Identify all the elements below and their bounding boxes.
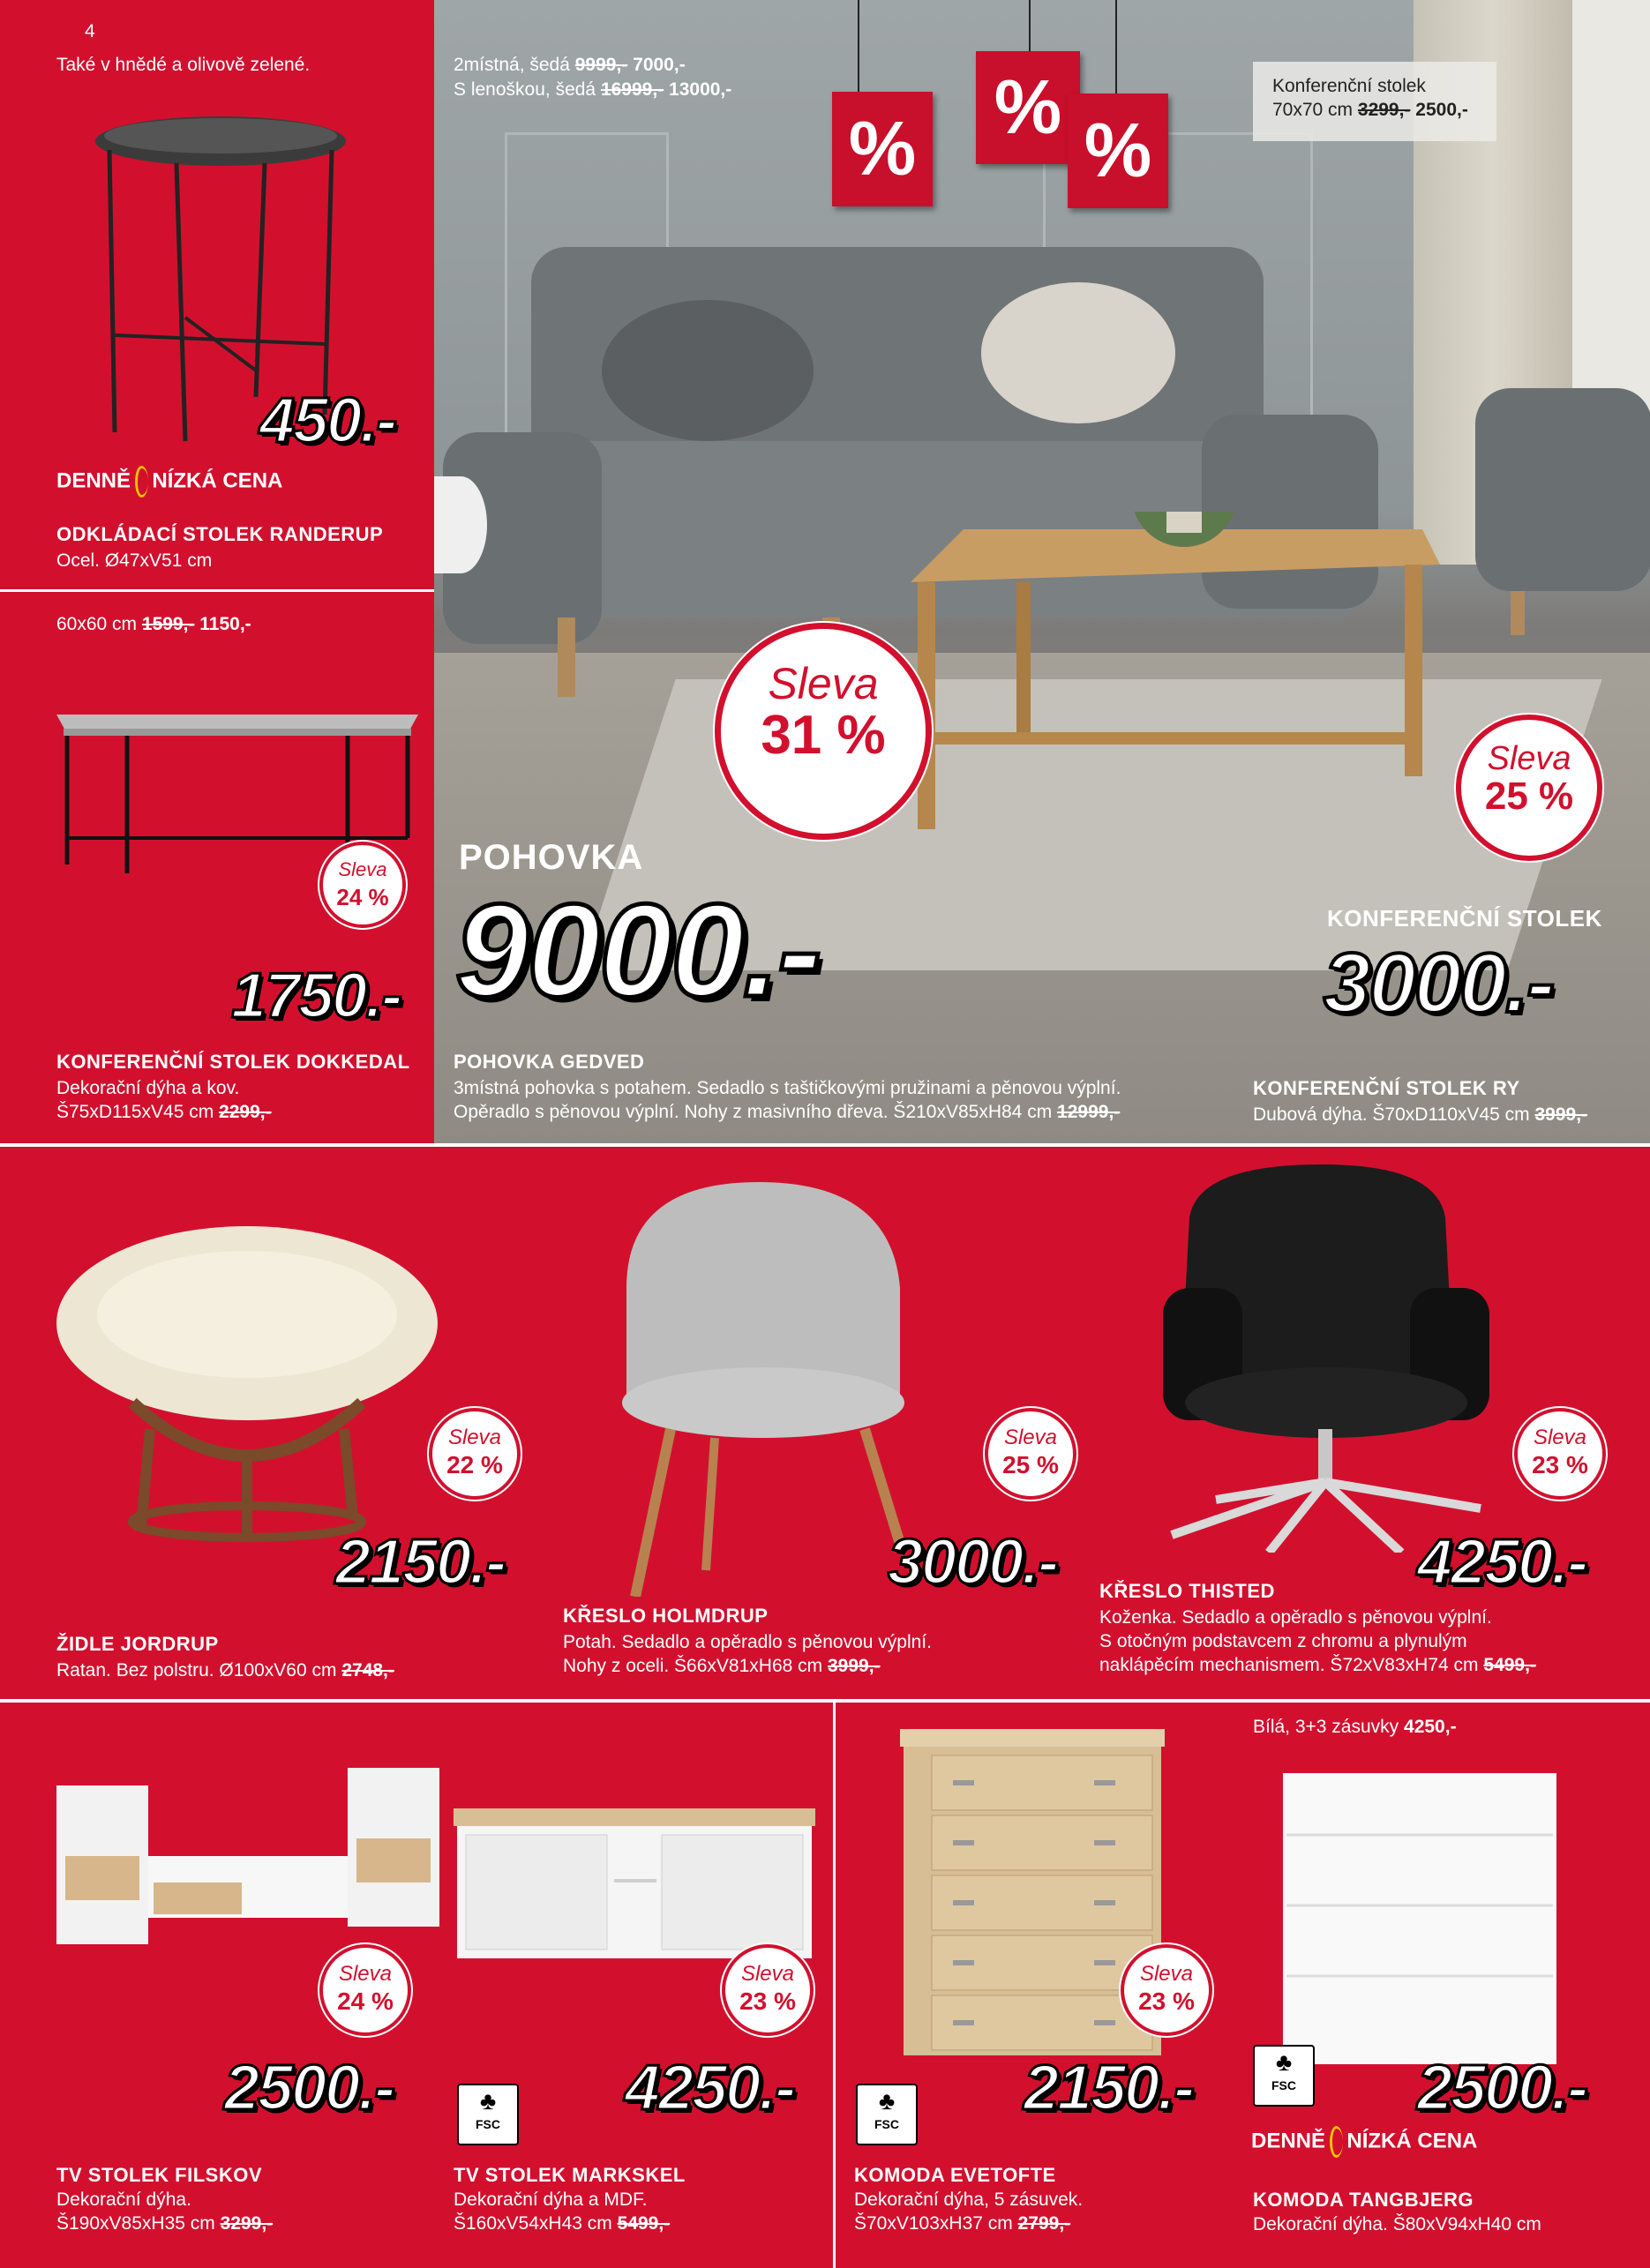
sleva-percent: 25 % [1484,775,1574,818]
tag-string [1029,0,1031,53]
product-desc: Dekorační dýha. Š80xV94xH40 cm [1253,2214,1541,2234]
product-name: KŘESLO THISTED [1099,1580,1275,1602]
product-desc [56,2212,273,2235]
product-dims: Š70xV103xH37 cm [854,2213,1013,2234]
product-dims: Dubová dýha. Š70xD110xV45 cm [1253,1104,1530,1125]
product-name: TV STOLEK FILSKOV [56,2164,263,2186]
badge-text-b: NÍZKÁ CENA [152,468,283,493]
product-desc [454,2212,670,2235]
product-desc [854,2212,1070,2235]
dokkedal-price: 1750.- [231,961,401,1031]
percent-tag-icon: % [832,92,933,206]
sleva-percent: 25 % [1002,1451,1059,1478]
fsc-logo-icon [856,2084,918,2145]
tv-bench-image [56,1768,454,1944]
product-desc: Koženka. Sedadlo a opěradlo s pěnovou výplní. [1099,1607,1492,1628]
badge-swoosh-icon [1330,2126,1343,2158]
white-dresser-image [1283,1773,1556,2064]
sleva-label: Sleva [768,659,879,708]
product-desc [563,1654,881,1678]
percent-tag-icon: % [1068,94,1168,208]
old-price: 2299,- [219,1102,272,1122]
product-desc: Dekorační dýha a kov. [56,1078,240,1098]
fsc-label: FSC [476,2117,500,2131]
variant-label: S lenoškou, šedá [454,79,596,100]
variant-label: Konferenční stolek [1272,76,1426,96]
sleva-label: Sleva [1533,1426,1587,1449]
sleva-percent: 23 % [739,1987,796,2015]
markskel-price: 4250.- [625,2053,795,2123]
product-desc [56,1100,272,1124]
evetofte-price: 2150.- [1024,2053,1194,2123]
old-price: 3299,- [220,2213,274,2234]
sleva-percent: 31 % [761,705,886,766]
product-name: ŽIDLE JORDRUP [56,1633,219,1655]
product-desc [1253,1103,1587,1127]
old-price: 5499,- [1483,1655,1536,1675]
variant-label: Bílá, 3+3 zásuvky [1253,1717,1399,1737]
sleva-label: Sleva [447,1426,502,1449]
product-dims: Š160xV54xH43 cm [454,2213,612,2234]
variant-price [56,612,251,636]
divider [833,1699,836,2268]
badge-text-a: DENNĚ [1251,2129,1326,2153]
sleva-label: Sleva [1139,1962,1194,1986]
variant-price [1253,1715,1457,1739]
product-name: KONFERENČNÍ STOLEK DOKKEDAL [56,1051,410,1073]
variant-price [1272,98,1496,122]
product-desc: Dekorační dýha. [56,2189,191,2210]
old-price: 3999,- [1534,1104,1588,1125]
sleva-label: Sleva [338,1962,393,1986]
old-price: 2799,- [1017,2213,1071,2234]
ry-variant-note [1253,62,1496,141]
fsc-logo-icon [457,2084,519,2145]
discount-bubble [319,842,406,928]
coffee-table-image [911,512,1440,829]
product-dims: Š75xD115xV45 cm [56,1102,214,1122]
jordrup-price: 2150.- [335,1527,506,1598]
badge-text-a: DENNĚ [56,468,131,493]
randerup-note: Také v hnědé a olivově zelené. [56,55,311,75]
tree-icon: ♣ [1275,2048,1293,2076]
divider [0,1699,1650,1703]
sofa-discount-bubble [715,623,932,840]
hero-variant-line [454,78,731,101]
product-dims: Opěradlo s pěnovou výplní. Nohy z masivního dřeva. Š210xV85xH84 cm [454,1102,1053,1122]
sleva-label: Sleva [1003,1426,1058,1449]
percent-tag-icon: % [976,51,1080,164]
divider [0,1143,1650,1147]
product-desc [56,1658,394,1682]
tree-icon: ♣ [878,2087,896,2115]
variant-new-price: 13000,- [669,79,732,100]
product-desc: Ocel. Ø47xV51 cm [56,550,213,571]
sleva-label: Sleva [740,1962,795,1986]
product-desc: 3místná pohovka s potahem. Sedadlo s taštičkovými pružinami a pěnovou výplní. [454,1078,1121,1098]
tag-string [858,0,859,95]
sleva-label: Sleva [338,858,387,880]
sleva-percent: 24 % [336,884,389,910]
fsc-label: FSC [874,2117,899,2131]
sleva-percent: 22 % [446,1451,503,1478]
ry-label: KONFERENČNÍ STOLEK [1327,905,1602,932]
product-name: POHOVKA GEDVED [454,1051,645,1073]
product-dims: Ratan. Bez polstru. Ø100xV60 cm [56,1660,337,1680]
product-desc: Dekorační dýha, 5 zásuvek. [854,2189,1084,2210]
variant-size: 70x70 cm [1272,100,1354,120]
page-number: 4 [85,21,95,41]
office-chair-image [1163,1164,1551,1553]
everyday-low-price-badge [56,466,282,498]
discount-bubble [1121,1944,1212,2036]
sleva-percent: 23 % [1138,1987,1195,2015]
product-desc [454,1100,1120,1124]
variant-new-price: 1150,- [199,614,251,634]
old-price: 2748,- [341,1660,394,1680]
variant-old-price: 3299,- [1357,100,1411,120]
sleva-percent: 23 % [1532,1451,1588,1478]
discount-bubble [319,1944,411,2036]
product-desc: S otočným podstavcem z chromu a plynulým [1099,1631,1467,1651]
sleva-label: Sleva [1487,740,1571,777]
tag-string [1115,0,1117,97]
variant-label: 60x60 cm [56,614,138,634]
discount-bubble [985,1408,1076,1500]
product-dims: naklápěcím mechanismem. Š72xV83xH74 cm [1099,1655,1479,1675]
product-desc: Potah. Sedadlo a opěradlo s pěnovou výplní. [563,1632,932,1652]
old-price: 12999,- [1057,1102,1121,1122]
fsc-label: FSC [1271,2078,1296,2092]
discount-bubble [1514,1408,1606,1500]
ry-discount-bubble [1456,715,1602,861]
filskov-price: 2500.- [224,2053,394,2123]
everyday-low-price-badge [1251,2126,1477,2158]
product-name: KOMODA TANGBJERG [1253,2189,1474,2211]
discount-bubble [722,1944,814,2036]
badge-swoosh-icon [135,466,148,498]
sofa-price: 9000.- [455,876,821,1024]
thisted-price: 4250.- [1417,1527,1587,1598]
product-name: KONFERENČNÍ STOLEK RY [1253,1077,1520,1099]
variant-new-price: 2500,- [1415,100,1468,120]
ry-price: 3000.- [1324,936,1554,1030]
product-name: TV STOLEK MARKSKEL [454,2164,686,2186]
product-name: KŘESLO HOLMDRUP [563,1605,769,1627]
variant-old-price: 16999,- [600,79,664,100]
sofa-side-image [1475,371,1650,635]
product-desc [1099,1653,1536,1677]
holmdrup-price: 3000.- [888,1527,1058,1598]
product-name: KOMODA EVETOFTE [854,2164,1056,2186]
old-price: 5499,- [617,2213,671,2234]
papasan-chair-image [53,1226,441,1544]
product-desc: Dekorační dýha a MDF. [454,2189,648,2210]
discount-bubble [429,1408,521,1500]
badge-text-b: NÍZKÁ CENA [1346,2129,1478,2153]
variant-label: 2místná, šedá [454,55,570,75]
hero-variant-line [454,53,686,77]
variant-old-price: 1599,- [141,614,195,634]
product-name: ODKLÁDACÍ STOLEK RANDERUP [56,523,384,545]
tangbjerg-price: 2500.- [1417,2053,1587,2123]
divider [0,589,434,592]
product-dims: Š190xV85xH35 cm [56,2213,215,2234]
variant-old-price: 9999,- [574,55,628,75]
randerup-price: 450.- [259,385,396,456]
sofa-label: POHOVKA [459,838,644,877]
old-price: 3999,- [827,1656,881,1676]
sleva-percent: 24 % [337,1987,394,2015]
product-dims: Nohy z oceli. Š66xV81xH68 cm [563,1656,823,1676]
variant-new-price: 7000,- [633,55,686,75]
variant-new-price: 4250,- [1404,1717,1457,1737]
fsc-logo-icon [1253,2045,1315,2107]
tree-icon: ♣ [479,2087,497,2115]
armchair-image [600,1182,926,1597]
side-table [434,476,487,573]
